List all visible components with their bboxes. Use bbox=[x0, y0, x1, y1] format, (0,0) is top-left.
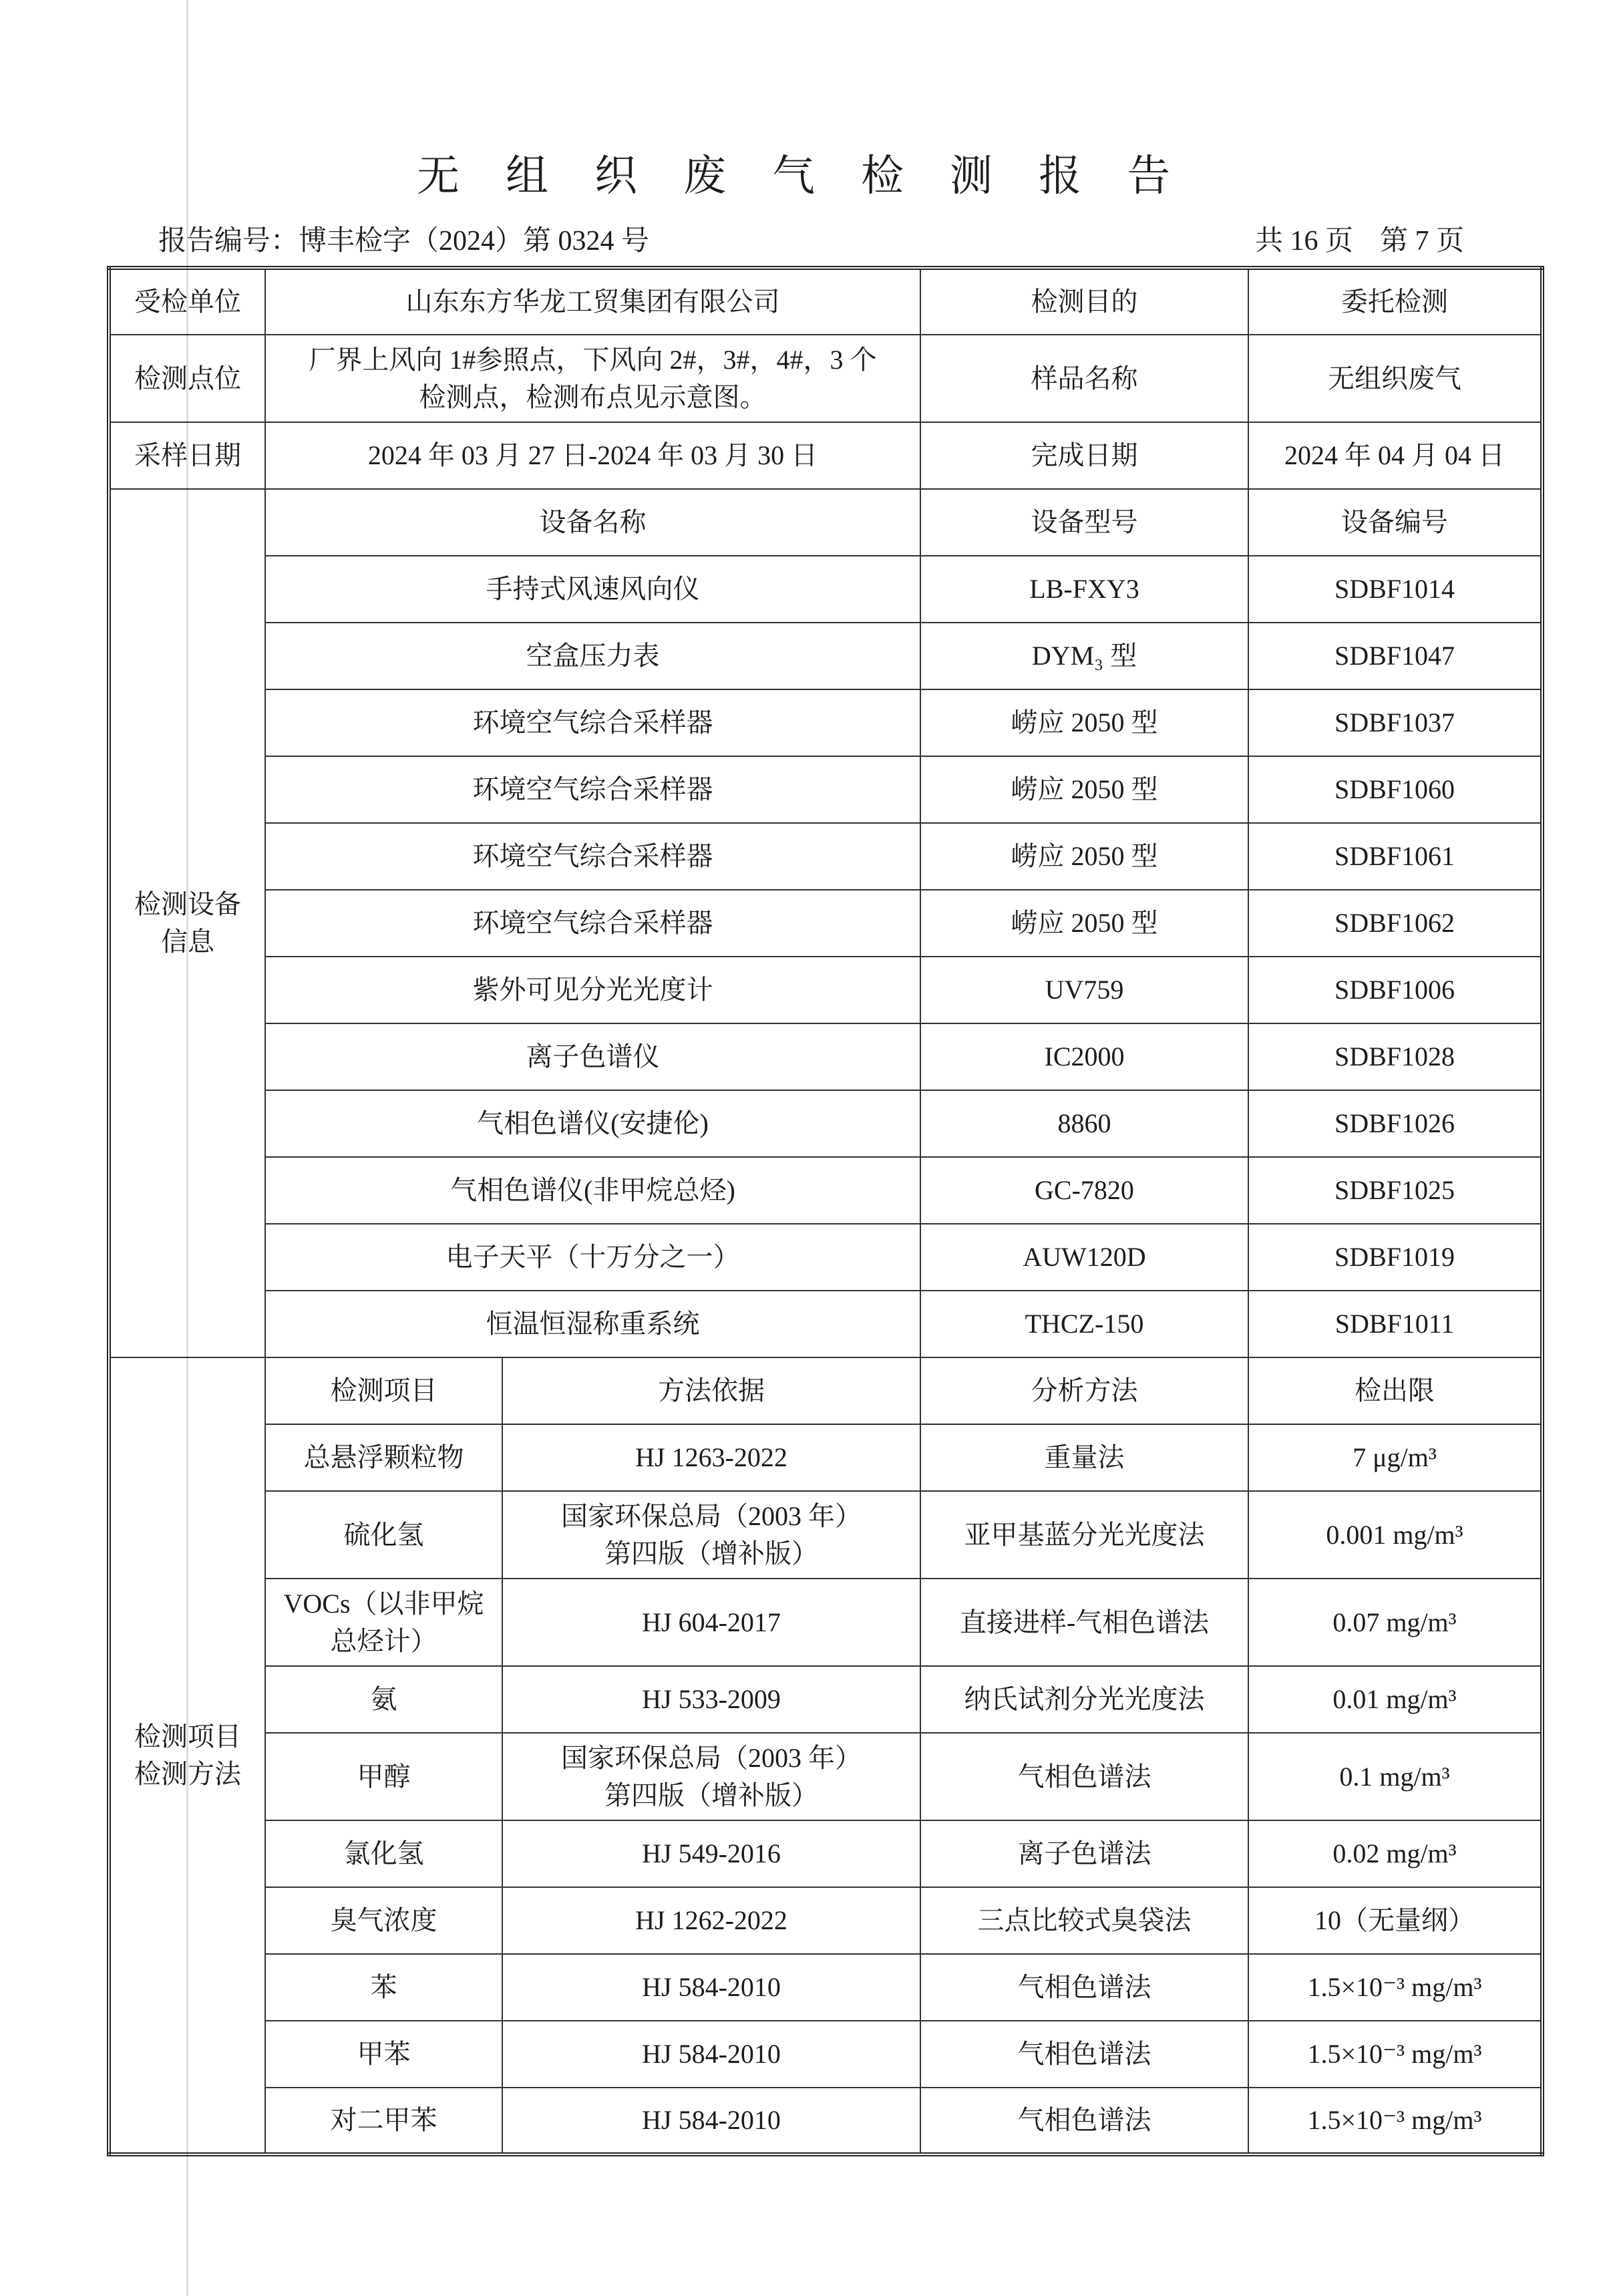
equipment-row bbox=[109, 1224, 1542, 1291]
equipment-row bbox=[109, 623, 1542, 689]
sampling-date-value: 2024 年 03 月 27 日-2024 年 03 月 30 日 bbox=[265, 422, 920, 489]
equipment-name: 环境空气综合采样器 bbox=[265, 823, 920, 890]
method-limit: 1.5×10⁻³ mg/m³ bbox=[1248, 2088, 1542, 2154]
method-header-item: 检测项目 bbox=[265, 1357, 502, 1424]
equipment-row bbox=[109, 689, 1542, 756]
equipment-row bbox=[109, 1157, 1542, 1224]
page-count bbox=[1255, 226, 1464, 257]
method-limit: 0.1 mg/m³ bbox=[1248, 1733, 1542, 1820]
method-analysis: 气相色谱法 bbox=[920, 2088, 1248, 2154]
method-limit: 0.02 mg/m³ bbox=[1248, 1820, 1542, 1887]
method-section-label bbox=[109, 1357, 265, 2154]
equipment-id: SDBF1006 bbox=[1248, 957, 1542, 1023]
method-analysis: 气相色谱法 bbox=[920, 1954, 1248, 2021]
points-value bbox=[265, 335, 920, 422]
total-pages: 共 16 页 bbox=[1255, 226, 1354, 257]
equipment-name: 离子色谱仪 bbox=[265, 1023, 920, 1090]
equipment-model: 崂应 2050 型 bbox=[920, 823, 1248, 890]
method-analysis: 重量法 bbox=[920, 1424, 1248, 1491]
method-basis: HJ 549-2016 bbox=[502, 1820, 920, 1887]
method-row bbox=[109, 1954, 1542, 2021]
equipment-id: SDBF1047 bbox=[1248, 623, 1542, 689]
equipment-model: 崂应 2050 型 bbox=[920, 689, 1248, 756]
method-limit: 0.07 mg/m³ bbox=[1248, 1579, 1542, 1666]
equipment-header-id: 设备编号 bbox=[1248, 489, 1542, 556]
equipment-name: 紫外可见分光光度计 bbox=[265, 957, 920, 1023]
method-limit: 1.5×10⁻³ mg/m³ bbox=[1248, 1954, 1542, 2021]
finish-date-value: 2024 年 04 月 04 日 bbox=[1248, 422, 1542, 489]
equipment-row bbox=[109, 1090, 1542, 1157]
method-limit: 7 μg/m³ bbox=[1248, 1424, 1542, 1491]
equipment-row bbox=[109, 556, 1542, 623]
method-basis-line: 国家环保总局（2003 年） bbox=[561, 1742, 862, 1773]
method-basis-line: 第四版（增补版） bbox=[604, 1538, 818, 1569]
method-limit: 1.5×10⁻³ mg/m³ bbox=[1248, 2021, 1542, 2088]
points-label: 检测点位 bbox=[109, 335, 265, 422]
method-header-basis: 方法依据 bbox=[502, 1357, 920, 1424]
equipment-name: 环境空气综合采样器 bbox=[265, 689, 920, 756]
method-basis: HJ 533-2009 bbox=[502, 1666, 920, 1733]
method-basis: HJ 584-2010 bbox=[502, 2088, 920, 2154]
method-basis: HJ 584-2010 bbox=[502, 1954, 920, 2021]
equipment-model: AUW120D bbox=[920, 1224, 1248, 1291]
equipment-id: SDBF1025 bbox=[1248, 1157, 1542, 1224]
method-limit: 10（无量纲） bbox=[1248, 1887, 1542, 1954]
method-section-label-line: 检测项目 bbox=[134, 1721, 241, 1752]
sample-value: 无组织废气 bbox=[1248, 335, 1542, 422]
method-row bbox=[109, 1666, 1542, 1733]
method-row bbox=[109, 1491, 1542, 1579]
equipment-model: 崂应 2050 型 bbox=[920, 756, 1248, 823]
equipment-row bbox=[109, 1023, 1542, 1090]
method-item: 总悬浮颗粒物 bbox=[265, 1424, 502, 1491]
equipment-model: LB-FXY3 bbox=[920, 556, 1248, 623]
method-basis bbox=[502, 1491, 920, 1579]
method-item: 甲苯 bbox=[265, 2021, 502, 2088]
report-table-body bbox=[109, 268, 1542, 2154]
current-page: 第 7 页 bbox=[1380, 226, 1465, 257]
method-item: 苯 bbox=[265, 1954, 502, 2021]
equipment-header-name: 设备名称 bbox=[265, 489, 920, 556]
method-analysis: 气相色谱法 bbox=[920, 2021, 1248, 2088]
method-item-line: VOCs（以非甲烷 bbox=[283, 1588, 484, 1619]
equipment-row bbox=[109, 1291, 1542, 1357]
method-basis: HJ 1262-2022 bbox=[502, 1887, 920, 1954]
equipment-model: UV759 bbox=[920, 957, 1248, 1023]
equipment-id: SDBF1011 bbox=[1248, 1291, 1542, 1357]
client-label: 受检单位 bbox=[109, 268, 265, 335]
method-analysis: 直接进样-气相色谱法 bbox=[920, 1579, 1248, 1666]
equipment-header-model: 设备型号 bbox=[920, 489, 1248, 556]
sample-label: 样品名称 bbox=[920, 335, 1248, 422]
method-row bbox=[109, 1820, 1542, 1887]
equipment-name: 手持式风速风向仪 bbox=[265, 556, 920, 623]
equipment-model: THCZ-150 bbox=[920, 1291, 1248, 1357]
method-limit: 0.01 mg/m³ bbox=[1248, 1666, 1542, 1733]
method-analysis: 三点比较式臭袋法 bbox=[920, 1887, 1248, 1954]
method-analysis: 亚甲基蓝分光光度法 bbox=[920, 1491, 1248, 1579]
equipment-model: GC-7820 bbox=[920, 1157, 1248, 1224]
points-value-line: 厂界上风向 1#参照点，下风向 2#，3#，4#，3 个 bbox=[309, 344, 877, 375]
equipment-model: 8860 bbox=[920, 1090, 1248, 1157]
report-table bbox=[107, 266, 1544, 2156]
equipment-row bbox=[109, 890, 1542, 957]
equipment-id: SDBF1028 bbox=[1248, 1023, 1542, 1090]
method-analysis: 离子色谱法 bbox=[920, 1820, 1248, 1887]
method-row bbox=[109, 2088, 1542, 2154]
equipment-name: 空盒压力表 bbox=[265, 623, 920, 689]
client-value: 山东东方华龙工贸集团有限公司 bbox=[265, 268, 920, 335]
equipment-model: 崂应 2050 型 bbox=[920, 890, 1248, 957]
equipment-name: 气相色谱仪(非甲烷总烃) bbox=[265, 1157, 920, 1224]
method-item: 氨 bbox=[265, 1666, 502, 1733]
method-analysis: 纳氏试剂分光光度法 bbox=[920, 1666, 1248, 1733]
equipment-name: 环境空气综合采样器 bbox=[265, 756, 920, 823]
method-basis bbox=[502, 1733, 920, 1820]
points-value-line: 检测点，检测布点见示意图。 bbox=[419, 381, 767, 412]
method-basis-line: 国家环保总局（2003 年） bbox=[561, 1500, 862, 1531]
method-item: 对二甲苯 bbox=[265, 2088, 502, 2154]
method-row bbox=[109, 1733, 1542, 1820]
method-item: 甲醇 bbox=[265, 1733, 502, 1820]
method-row bbox=[109, 1887, 1542, 1954]
sampling-date-label: 采样日期 bbox=[109, 422, 265, 489]
equipment-model: IC2000 bbox=[920, 1023, 1248, 1090]
method-basis: HJ 584-2010 bbox=[502, 2021, 920, 2088]
method-header-row bbox=[109, 1357, 1542, 1424]
equipment-row bbox=[109, 756, 1542, 823]
equipment-id: SDBF1060 bbox=[1248, 756, 1542, 823]
method-row bbox=[109, 1424, 1542, 1491]
equipment-name: 气相色谱仪(安捷伦) bbox=[265, 1090, 920, 1157]
equipment-id: SDBF1037 bbox=[1248, 689, 1542, 756]
equipment-id: SDBF1061 bbox=[1248, 823, 1542, 890]
method-item: 氯化氢 bbox=[265, 1820, 502, 1887]
method-header-limit: 检出限 bbox=[1248, 1357, 1542, 1424]
method-item bbox=[265, 1579, 502, 1666]
method-basis-line: 第四版（增补版） bbox=[604, 1780, 818, 1810]
equipment-row bbox=[109, 957, 1542, 1023]
method-item: 臭气浓度 bbox=[265, 1887, 502, 1954]
method-basis: HJ 1263-2022 bbox=[502, 1424, 920, 1491]
info-row-dates bbox=[109, 422, 1542, 489]
equipment-id: SDBF1019 bbox=[1248, 1224, 1542, 1291]
purpose-label: 检测目的 bbox=[920, 268, 1248, 335]
equipment-id: SDBF1014 bbox=[1248, 556, 1542, 623]
equipment-name: 环境空气综合采样器 bbox=[265, 890, 920, 957]
info-row-client bbox=[109, 268, 1542, 335]
method-item: 硫化氢 bbox=[265, 1491, 502, 1579]
purpose-value: 委托检测 bbox=[1248, 268, 1542, 335]
method-section-label-line: 检测方法 bbox=[134, 1758, 241, 1789]
equipment-id: SDBF1062 bbox=[1248, 890, 1542, 957]
equipment-model: DYM₃ 型 bbox=[920, 623, 1248, 689]
method-header-analysis: 分析方法 bbox=[920, 1357, 1248, 1424]
equipment-section-label bbox=[109, 489, 265, 1357]
finish-date-label: 完成日期 bbox=[920, 422, 1248, 489]
method-basis: HJ 604-2017 bbox=[502, 1579, 920, 1666]
equipment-id: SDBF1026 bbox=[1248, 1090, 1542, 1157]
equipment-section-label-line: 检测设备 bbox=[134, 889, 241, 919]
equipment-name: 电子天平（十万分之一） bbox=[265, 1224, 920, 1291]
method-row bbox=[109, 2021, 1542, 2088]
method-analysis: 气相色谱法 bbox=[920, 1733, 1248, 1820]
method-limit: 0.001 mg/m³ bbox=[1248, 1491, 1542, 1579]
report-title: 无组织废气检测报告 bbox=[417, 152, 1216, 200]
info-row-points bbox=[109, 335, 1542, 422]
equipment-section-label-line: 信息 bbox=[161, 927, 214, 957]
method-row bbox=[109, 1579, 1542, 1666]
report-number: 报告编号：博丰检字（2024）第 0324 号 bbox=[158, 226, 650, 257]
equipment-header-row bbox=[109, 489, 1542, 556]
equipment-name: 恒温恒湿称重系统 bbox=[265, 1291, 920, 1357]
method-item-line: 总烃计） bbox=[330, 1625, 437, 1656]
equipment-row bbox=[109, 823, 1542, 890]
